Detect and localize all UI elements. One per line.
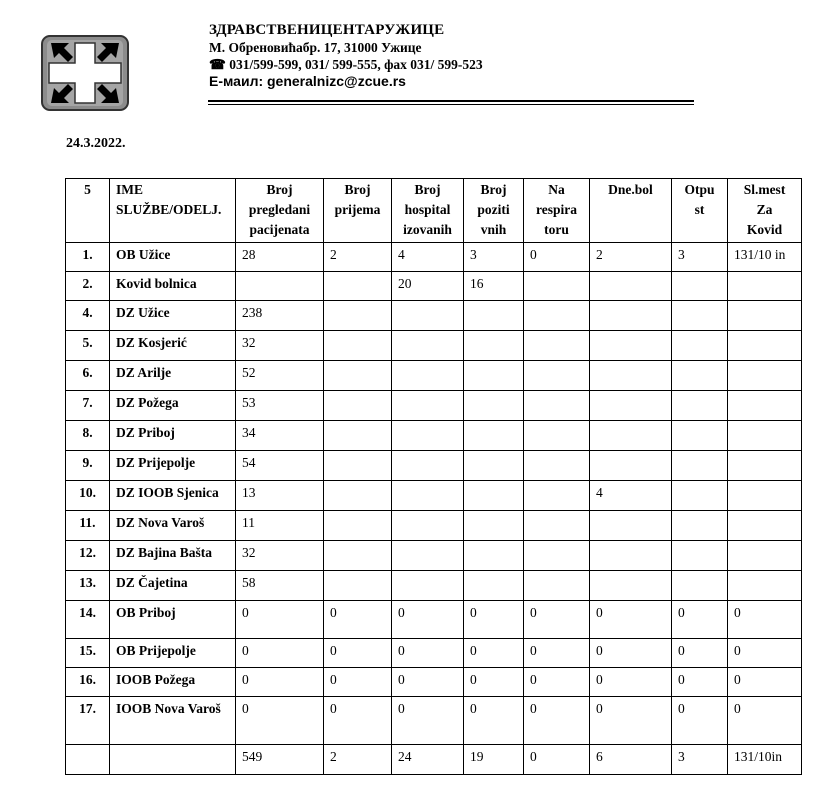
row-service-name: OB Prijepolje — [110, 639, 236, 668]
cell-covid-beds: 0 — [728, 668, 802, 697]
report-date: 24.3.2022. — [66, 136, 126, 151]
cell-admissions — [324, 511, 392, 541]
cell-hospitalized — [392, 301, 464, 331]
cell-admissions: 2 — [324, 745, 392, 775]
cell-examined: 54 — [236, 451, 324, 481]
row-number: 10. — [66, 481, 110, 511]
cell-positive — [464, 511, 524, 541]
cell-examined: 238 — [236, 301, 324, 331]
cell-examined: 28 — [236, 243, 324, 272]
header-number: 5 — [66, 179, 110, 243]
row-service-name: DZ Nova Varoš — [110, 511, 236, 541]
table-row — [66, 745, 802, 775]
header-positive: Broj poziti vnih — [464, 179, 524, 243]
row-number: 15. — [66, 639, 110, 668]
cell-discharged: 3 — [672, 745, 728, 775]
header-divider-thin — [208, 104, 694, 105]
cell-hospitalized: 4 — [392, 243, 464, 272]
header-respirator: Na respira toru — [524, 179, 590, 243]
cell-hospitalized — [392, 391, 464, 421]
cell-hospital-days — [590, 421, 672, 451]
cell-respirator — [524, 331, 590, 361]
health-center-logo — [41, 35, 129, 111]
row-number: 8. — [66, 421, 110, 451]
cell-admissions: 2 — [324, 243, 392, 272]
cell-hospital-days: 6 — [590, 745, 672, 775]
cell-hospital-days: 0 — [590, 639, 672, 668]
cell-discharged — [672, 272, 728, 301]
cell-covid-beds: 0 — [728, 639, 802, 668]
cell-examined: 58 — [236, 571, 324, 601]
row-service-name: DZ Arilje — [110, 361, 236, 391]
table-row — [66, 301, 802, 331]
cell-hospitalized: 0 — [392, 639, 464, 668]
row-service-name — [110, 745, 236, 775]
cell-respirator: 0 — [524, 745, 590, 775]
cell-discharged: 0 — [672, 601, 728, 639]
table-row — [66, 668, 802, 697]
cell-hospital-days — [590, 451, 672, 481]
table-row — [66, 541, 802, 571]
cell-examined: 0 — [236, 601, 324, 639]
cell-hospitalized — [392, 361, 464, 391]
row-service-name: DZ Požega — [110, 391, 236, 421]
table-row — [66, 272, 802, 301]
cell-hospital-days — [590, 511, 672, 541]
cell-hospitalized — [392, 511, 464, 541]
cell-discharged — [672, 571, 728, 601]
cell-positive — [464, 571, 524, 601]
row-service-name: DZ Prijepolje — [110, 451, 236, 481]
cell-hospital-days — [590, 331, 672, 361]
row-service-name: Kovid bolnica — [110, 272, 236, 301]
cell-hospital-days: 0 — [590, 601, 672, 639]
cell-examined: 13 — [236, 481, 324, 511]
cell-covid-beds — [728, 571, 802, 601]
cell-respirator: 0 — [524, 697, 590, 745]
cell-covid-beds — [728, 272, 802, 301]
cell-discharged — [672, 481, 728, 511]
cell-hospitalized — [392, 541, 464, 571]
cell-admissions — [324, 451, 392, 481]
row-service-name: OB Priboj — [110, 601, 236, 639]
cell-positive — [464, 331, 524, 361]
cell-discharged: 0 — [672, 639, 728, 668]
cell-positive — [464, 481, 524, 511]
cell-covid-beds: 0 — [728, 601, 802, 639]
cell-positive — [464, 361, 524, 391]
cell-covid-beds — [728, 511, 802, 541]
cell-covid-beds — [728, 421, 802, 451]
cell-covid-beds — [728, 541, 802, 571]
organization-email: E-маил: generalnizc@zcue.rs — [209, 73, 406, 89]
cell-examined: 34 — [236, 421, 324, 451]
row-service-name: IOOB Nova Varoš — [110, 697, 236, 745]
cell-admissions — [324, 481, 392, 511]
cell-admissions — [324, 301, 392, 331]
cell-hospitalized — [392, 571, 464, 601]
cell-positive: 19 — [464, 745, 524, 775]
cell-examined: 11 — [236, 511, 324, 541]
cell-discharged — [672, 541, 728, 571]
cell-respirator — [524, 391, 590, 421]
cell-covid-beds — [728, 301, 802, 331]
cell-covid-beds: 131/10in — [728, 745, 802, 775]
cell-respirator: 0 — [524, 601, 590, 639]
table-row — [66, 331, 802, 361]
cell-hospitalized: 24 — [392, 745, 464, 775]
row-service-name: DZ Priboj — [110, 421, 236, 451]
header-covid-beds: Sl.mest Za Kovid — [728, 179, 802, 243]
cell-hospital-days: 4 — [590, 481, 672, 511]
row-number: 16. — [66, 668, 110, 697]
cell-hospital-days — [590, 301, 672, 331]
table-row — [66, 451, 802, 481]
cell-positive: 0 — [464, 639, 524, 668]
cell-examined: 0 — [236, 639, 324, 668]
cell-admissions: 0 — [324, 639, 392, 668]
cell-positive — [464, 391, 524, 421]
row-number: 17. — [66, 697, 110, 745]
header-service-name: IME SLUŽBE/ODELJ. — [110, 179, 236, 243]
cell-respirator — [524, 301, 590, 331]
table-row — [66, 361, 802, 391]
cell-hospital-days — [590, 541, 672, 571]
cell-discharged: 0 — [672, 697, 728, 745]
header-hospital-days: Dne.bol — [590, 179, 672, 243]
cell-hospitalized: 0 — [392, 697, 464, 745]
table-body — [66, 243, 802, 775]
cell-discharged — [672, 301, 728, 331]
row-number: 4. — [66, 301, 110, 331]
cell-examined: 53 — [236, 391, 324, 421]
cell-examined — [236, 272, 324, 301]
cell-admissions — [324, 571, 392, 601]
cell-hospital-days: 0 — [590, 697, 672, 745]
cell-examined: 32 — [236, 541, 324, 571]
cell-covid-beds — [728, 391, 802, 421]
cell-admissions: 0 — [324, 668, 392, 697]
table-row — [66, 697, 802, 745]
table-row — [66, 601, 802, 639]
table-row — [66, 639, 802, 668]
cell-discharged — [672, 511, 728, 541]
table-row — [66, 511, 802, 541]
cell-respirator — [524, 421, 590, 451]
header-divider-thick — [208, 100, 694, 102]
cell-discharged — [672, 331, 728, 361]
cell-hospitalized — [392, 331, 464, 361]
cell-admissions — [324, 272, 392, 301]
row-number: 7. — [66, 391, 110, 421]
cell-hospital-days: 0 — [590, 668, 672, 697]
row-number: 14. — [66, 601, 110, 639]
cell-discharged — [672, 451, 728, 481]
cell-admissions — [324, 361, 392, 391]
report-table — [65, 178, 802, 775]
cell-positive — [464, 301, 524, 331]
cell-hospitalized: 20 — [392, 272, 464, 301]
header-discharged: Otpu st — [672, 179, 728, 243]
cell-discharged — [672, 361, 728, 391]
cell-covid-beds — [728, 361, 802, 391]
row-service-name: DZ Bajina Bašta — [110, 541, 236, 571]
cell-covid-beds — [728, 481, 802, 511]
header-examined: Broj pregledani pacijenata — [236, 179, 324, 243]
organization-header — [209, 22, 483, 90]
row-number: 11. — [66, 511, 110, 541]
cell-hospital-days — [590, 272, 672, 301]
organization-name: ЗДРАВСТВЕНИЦЕНТАРУЖИЦЕ — [209, 22, 445, 38]
cell-discharged — [672, 421, 728, 451]
cell-admissions — [324, 391, 392, 421]
cell-admissions: 0 — [324, 697, 392, 745]
cell-admissions — [324, 331, 392, 361]
cell-examined: 0 — [236, 668, 324, 697]
cell-hospital-days — [590, 361, 672, 391]
cell-examined: 52 — [236, 361, 324, 391]
cell-discharged — [672, 391, 728, 421]
row-service-name: DZ Užice — [110, 301, 236, 331]
cell-covid-beds — [728, 331, 802, 361]
cell-admissions — [324, 421, 392, 451]
cell-positive — [464, 451, 524, 481]
cell-hospital-days — [590, 571, 672, 601]
cell-covid-beds: 0 — [728, 697, 802, 745]
phone-icon: ☎ — [209, 57, 230, 72]
cell-admissions — [324, 541, 392, 571]
table-row — [66, 421, 802, 451]
cell-examined: 0 — [236, 697, 324, 745]
row-number: 5. — [66, 331, 110, 361]
row-number — [66, 745, 110, 775]
row-number: 9. — [66, 451, 110, 481]
table-row — [66, 243, 802, 272]
cell-respirator — [524, 571, 590, 601]
row-service-name: OB Užice — [110, 243, 236, 272]
cell-hospitalized — [392, 451, 464, 481]
cell-respirator — [524, 361, 590, 391]
cell-admissions: 0 — [324, 601, 392, 639]
cell-hospital-days: 2 — [590, 243, 672, 272]
row-service-name: DZ IOOB Sjenica — [110, 481, 236, 511]
row-number: 13. — [66, 571, 110, 601]
cell-positive: 16 — [464, 272, 524, 301]
cross-arrows-icon — [41, 35, 129, 111]
cell-respirator — [524, 451, 590, 481]
row-number: 12. — [66, 541, 110, 571]
row-service-name: IOOB Požega — [110, 668, 236, 697]
row-service-name: DZ Čajetina — [110, 571, 236, 601]
cell-positive: 0 — [464, 697, 524, 745]
header-hospitalized: Broj hospital izovanih — [392, 179, 464, 243]
cell-hospitalized — [392, 481, 464, 511]
organization-phone — [209, 56, 483, 73]
cell-examined: 549 — [236, 745, 324, 775]
header-admissions: Broj prijema — [324, 179, 392, 243]
cell-hospitalized: 0 — [392, 601, 464, 639]
phone-text: 031/599-599, 031/ 599-555, фах 031/ 599-523 — [229, 57, 483, 72]
cell-positive: 0 — [464, 668, 524, 697]
table-header-row — [66, 179, 802, 243]
table-row — [66, 481, 802, 511]
cell-examined: 32 — [236, 331, 324, 361]
cell-hospitalized: 0 — [392, 668, 464, 697]
cell-covid-beds: 131/10 in — [728, 243, 802, 272]
cell-positive — [464, 421, 524, 451]
cell-respirator — [524, 272, 590, 301]
cell-positive: 3 — [464, 243, 524, 272]
cell-hospitalized — [392, 421, 464, 451]
cell-respirator: 0 — [524, 639, 590, 668]
cell-positive — [464, 541, 524, 571]
cell-covid-beds — [728, 451, 802, 481]
cell-respirator — [524, 481, 590, 511]
table-row — [66, 391, 802, 421]
cell-positive: 0 — [464, 601, 524, 639]
cell-respirator: 0 — [524, 668, 590, 697]
cell-hospital-days — [590, 391, 672, 421]
row-number: 1. — [66, 243, 110, 272]
cell-respirator — [524, 541, 590, 571]
cell-discharged: 3 — [672, 243, 728, 272]
cell-respirator — [524, 511, 590, 541]
cell-respirator: 0 — [524, 243, 590, 272]
organization-address: М. Обреновићабр. 17, 31000 Ужице — [209, 40, 422, 55]
row-number: 2. — [66, 272, 110, 301]
cell-discharged: 0 — [672, 668, 728, 697]
row-number: 6. — [66, 361, 110, 391]
row-service-name: DZ Kosjerić — [110, 331, 236, 361]
table-row — [66, 571, 802, 601]
